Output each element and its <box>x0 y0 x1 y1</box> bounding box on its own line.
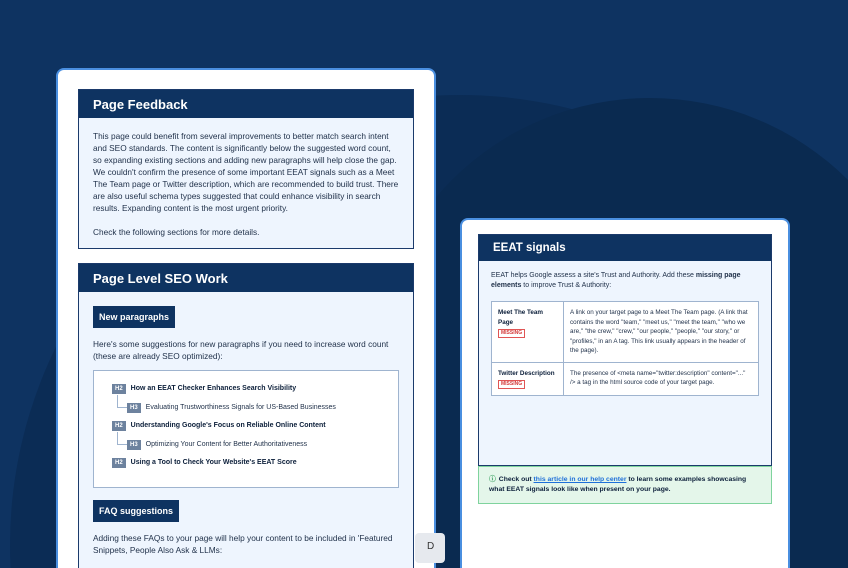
heading-level-badge: H2 <box>112 458 126 468</box>
eeat-intro-bold: missing page elements <box>491 272 741 289</box>
page-feedback-footer: Check the following sections for more details. <box>93 227 260 237</box>
eeat-table <box>491 301 759 396</box>
note-prefix: Check out <box>498 476 534 483</box>
signal-label: Meet The Team Page <box>498 309 544 326</box>
eeat-intro-text: EEAT helps Google assess a site's Trust and Authority. Add these <box>491 272 696 279</box>
seo-report-card <box>56 68 436 568</box>
outline-text: Optimizing Your Content for Better Authoritativeness <box>145 440 308 448</box>
new-paragraphs-tag: New paragraphs <box>93 306 175 328</box>
outline-text: How an EEAT Checker Enhances Search Visibility <box>130 385 297 392</box>
seo-work-title: Page Level SEO Work <box>79 264 413 292</box>
heading-level-badge: H3 <box>127 440 141 450</box>
partial-tab-button[interactable]: D <box>415 533 445 563</box>
help-center-note <box>478 466 772 504</box>
signal-description: A link on your target page to a Meet The Team page. (A link that contains the word "team," "meet us," "meet the team," "who we are," "the crew," "crew," "our people," "people," "our story," or "profiles," in an A tag. This link usually appears in the header of the page). <box>564 302 759 363</box>
note-suffix: to learn some examples showcasing what EEAT signals look like when present on your page. <box>489 476 747 493</box>
heading-level-badge: H2 <box>112 421 126 431</box>
outline-item <box>112 421 388 431</box>
heading-level-badge: H2 <box>112 384 126 394</box>
eeat-intro-suffix: to improve Trust & Authority: <box>521 282 612 289</box>
page-feedback-title: Page Feedback <box>79 90 413 118</box>
outline-item <box>112 440 388 450</box>
heading-outline <box>93 370 399 488</box>
new-paragraphs-intro: Here's some suggestions for new paragraphs if you need to increase word count (these are already SEO optimized): <box>93 339 389 361</box>
outline-text: Using a Tool to Check Your Website's EEAT Score <box>130 459 297 466</box>
outline-item <box>112 403 388 413</box>
table-row <box>492 302 759 363</box>
page-feedback-panel <box>78 89 414 249</box>
faq-intro: Adding these FAQs to your page will help your content to be included in 'Featured Snippets, People Also Ask & LLMs: <box>93 532 393 555</box>
table-row <box>492 362 759 396</box>
outline-item <box>112 458 388 468</box>
outline-text: Evaluating Trustworthiness Signals for US-Based Businesses <box>145 403 336 411</box>
eeat-title: EEAT signals <box>479 235 771 261</box>
signal-description: The presence of <meta name="twitter:description" content="..." /> a tag in the html source code of your target page. <box>564 362 759 396</box>
missing-badge: MISSING <box>498 380 525 389</box>
missing-badge: MISSING <box>498 329 525 338</box>
info-circle-icon: ⓘ <box>489 476 496 483</box>
heading-level-badge: H3 <box>127 403 141 413</box>
outline-item <box>112 384 388 394</box>
page-feedback-paragraph: This page could benefit from several improvements to better match search intent and SEO standards. The content is significantly below the suggested word count, so expanding existing sections and adding new paragraphs will help close the gap. We couldn't confirm the presence of some important EEAT signals such as a Meet The Team page or Twitter description, which are recommended to build trust. There are also useful schema types suggested that could enhance visibility in search results. Expanding content is the most urgent priority. <box>93 131 399 213</box>
signal-label: Twitter Description <box>498 369 555 377</box>
eeat-card <box>460 218 790 568</box>
seo-work-panel <box>78 263 414 568</box>
eeat-intro <box>491 271 759 291</box>
faq-suggestions-tag: FAQ suggestions <box>93 500 179 522</box>
help-center-link[interactable]: this article in our help center <box>533 476 627 483</box>
outline-text: Understanding Google's Focus on Reliable Online Content <box>130 422 326 429</box>
eeat-panel <box>478 234 772 466</box>
